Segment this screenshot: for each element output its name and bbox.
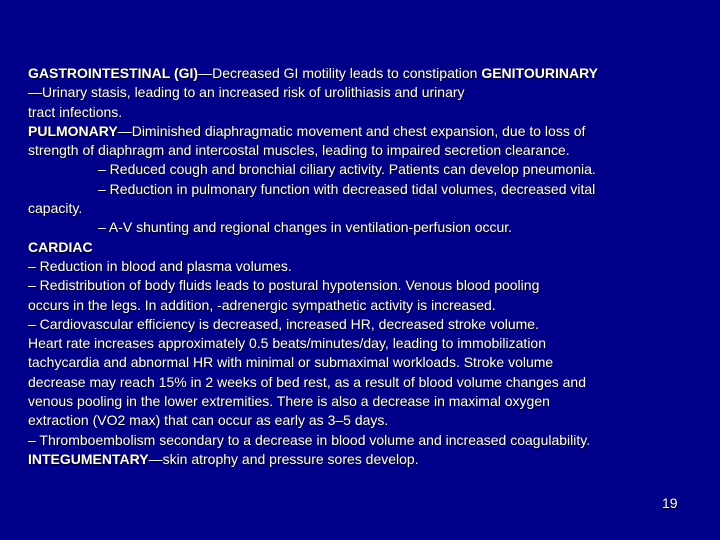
page-number: 19 — [662, 495, 678, 511]
pulmonary-bullet-3: – A-V shunting and regional changes in ventilation-perfusion occur. — [98, 219, 513, 236]
cardiac-line: tachycardia and abnormal HR with minimal or submaximal workloads. Stroke volume — [28, 354, 554, 371]
cardiac-line: extraction (VO2 max) that can occur as early as 3–5 days. — [28, 412, 389, 429]
cardiac-line: occurs in the legs. In addition, -adrenergic sympathetic activity is increased. — [28, 296, 496, 313]
integumentary-line — [28, 450, 698, 469]
integumentary-text: —skin atrophy and pressure sores develop. — [148, 450, 419, 467]
cardiac-line: – Reduction in blood and plasma volumes. — [28, 257, 292, 274]
pulmonary-bullet-1: – Reduced cough and bronchial ciliary activity. Patients can develop pneumonia. — [98, 161, 596, 178]
integumentary-heading: INTEGUMENTARY — [28, 450, 149, 467]
genitourinary-text-line-1: —Urinary stasis, leading to an increased risk of urolithiasis and urinary — [28, 84, 465, 101]
pulmonary-text-line-2: strength of diaphragm and intercostal muscles, leading to impaired secretion clearance. — [28, 142, 570, 159]
gi-text: —Decreased GI motility leads to constipation — [198, 65, 482, 81]
cardiac-line: venous pooling in the lower extremities. There is also a decrease in maximal oxygen — [28, 393, 550, 410]
pulmonary-line — [28, 122, 698, 141]
cardiac-line: – Cardiovascular efficiency is decreased, increased HR, decreased stroke volume. — [28, 315, 539, 332]
cardiac-heading: CARDIAC — [28, 238, 93, 255]
genitourinary-text-line-2: tract infections. — [28, 103, 123, 120]
pulmonary-heading: PULMONARY — [28, 122, 118, 139]
cardiac-line: Heart rate increases approximately 0.5 beats/minutes/day, leading to immobilization — [28, 335, 546, 352]
pulmonary-text-line-1: —Diminished diaphragmatic movement and chest expansion, due to loss of — [117, 122, 586, 139]
gi-line — [28, 64, 698, 83]
cardiac-line: decrease may reach 15% in 2 weeks of bed rest, as a result of blood volume changes and — [28, 373, 586, 390]
slide-body — [28, 64, 698, 469]
pulmonary-bullet-2-line-2: capacity. — [28, 200, 83, 217]
genitourinary-heading: GENITOURINARY — [481, 65, 599, 81]
cardiac-line: – Redistribution of body fluids leads to postural hypotension. Venous blood pooling — [28, 277, 540, 294]
pulmonary-bullet-2-line-1: – Reduction in pulmonary function with decreased tidal volumes, decreased vital — [98, 180, 596, 197]
gi-heading: GASTROINTESTINAL (GI) — [28, 65, 199, 81]
cardiac-line: – Thromboembolism secondary to a decrease in blood volume and increased coagulability. — [28, 431, 591, 448]
